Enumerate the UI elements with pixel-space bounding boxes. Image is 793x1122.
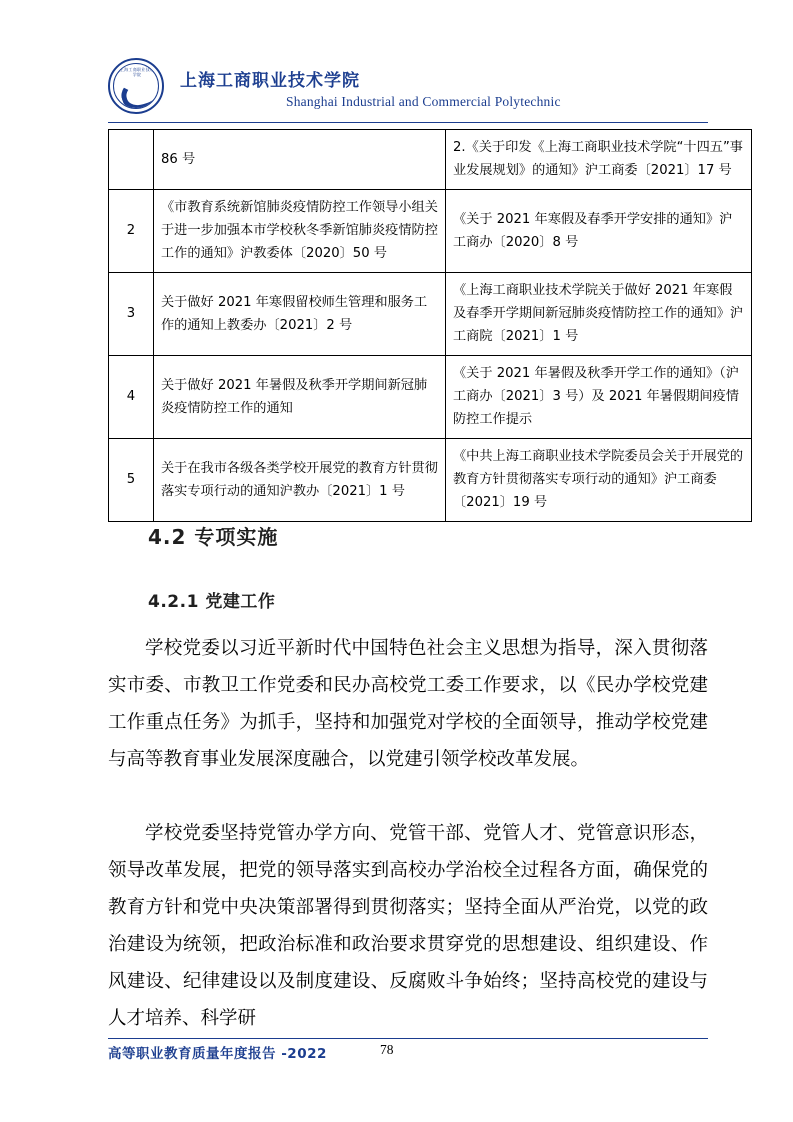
table-cell-policy: 关于在我市各级各类学校开展党的教育方针贯彻落实专项行动的通知沪教办〔2021〕1 号 — [154, 439, 446, 522]
policy-table-wrapper — [108, 129, 744, 522]
table-cell-implementation: 《关于 2021 年寒假及春季开学安排的通知》沪工商办〔2020〕8 号 — [446, 190, 752, 273]
school-logo — [108, 58, 166, 116]
footer-report-title: 高等职业教育质量年度报告 -2022 — [108, 1046, 327, 1062]
footer-page-number: 78 — [380, 1042, 394, 1057]
table-cell-implementation: 《关于 2021 年暑假及秋季开学工作的通知》（沪工商办〔2021〕3 号）及 2021 年暑假期间疫情防控工作提示 — [446, 356, 752, 439]
paragraph-party-building-2: 学校党委坚持党管办学方向、党管干部、党管人才、党管意识形态，领导改革发展，把党的领导落实到高校办学治校全过程各方面，确保党的教育方针和党中央决策部署得到贯彻落实；坚持全面从严治党，以党的政治建设为统领，把政治标准和政治要求贯穿党的思想建设、组织建设、作风建设、纪律建设以及制度建设、反腐败斗争始终；坚持高校党的建设与人才培养、科学研 — [108, 823, 708, 1029]
table-cell-policy: 关于做好 2021 年寒假留校师生管理和服务工作的通知上教委办〔2021〕2 号 — [154, 273, 446, 356]
logo-arc-text: 上海工商职业技术学院 — [119, 67, 155, 77]
table-cell-implementation: 《上海工商职业技术学院关于做好 2021 年寒假及春季开学期间新冠肺炎疫情防控工作的通知》沪工商院〔2021〕1 号 — [446, 273, 752, 356]
header-title-cn: 上海工商职业技术学院 — [180, 71, 360, 91]
table-row — [109, 130, 752, 190]
table-row — [109, 356, 752, 439]
table-row — [109, 273, 752, 356]
header-title-en: Shanghai Industrial and Commercial Polytechnic — [286, 94, 561, 109]
header-divider — [108, 122, 708, 123]
table-row — [109, 439, 752, 522]
footer-divider — [108, 1038, 708, 1039]
table-cell-number: 2 — [109, 190, 154, 273]
table-cell-number: 3 — [109, 273, 154, 356]
policy-table — [108, 129, 752, 522]
heading-4-2-1: 4.2.1 党建工作 — [148, 592, 276, 612]
heading-4-2: 4.2 专项实施 — [148, 525, 279, 549]
table-cell-policy: 《市教育系统新馆肺炎疫情防控工作领导小组关于进一步加强本市学校秋冬季新馆肺炎疫情防控工作的通知》沪教委体〔2020〕50 号 — [154, 190, 446, 273]
table-cell-implementation: 2.《关于印发《上海工商职业技术学院“十四五”事业发展规划》的通知》沪工商委〔2021〕17 号 — [446, 130, 752, 190]
table-cell-implementation: 《中共上海工商职业技术学院委员会关于开展党的教育方针贯彻落实专项行动的通知》沪工商委〔2021〕19 号 — [446, 439, 752, 522]
table-cell-policy: 86 号 — [154, 130, 446, 190]
page-header — [108, 58, 708, 120]
table-row — [109, 190, 752, 273]
table-cell-policy: 关于做好 2021 年暑假及秋季开学期间新冠肺炎疫情防控工作的通知 — [154, 356, 446, 439]
logo-inner-circle — [113, 63, 159, 109]
table-cell-number — [109, 130, 154, 190]
table-cell-number: 5 — [109, 439, 154, 522]
table-cell-number: 4 — [109, 356, 154, 439]
paragraph-party-building-1: 学校党委以习近平新时代中国特色社会主义思想为指导，深入贯彻落实市委、市教卫工作党委和民办高校党工委工作要求，以《民办学校党建工作重点任务》为抓手，坚持和加强党对学校的全面领导，推动学校党建与高等教育事业发展深度融合，以党建引领学校改革发展。 — [108, 638, 708, 770]
